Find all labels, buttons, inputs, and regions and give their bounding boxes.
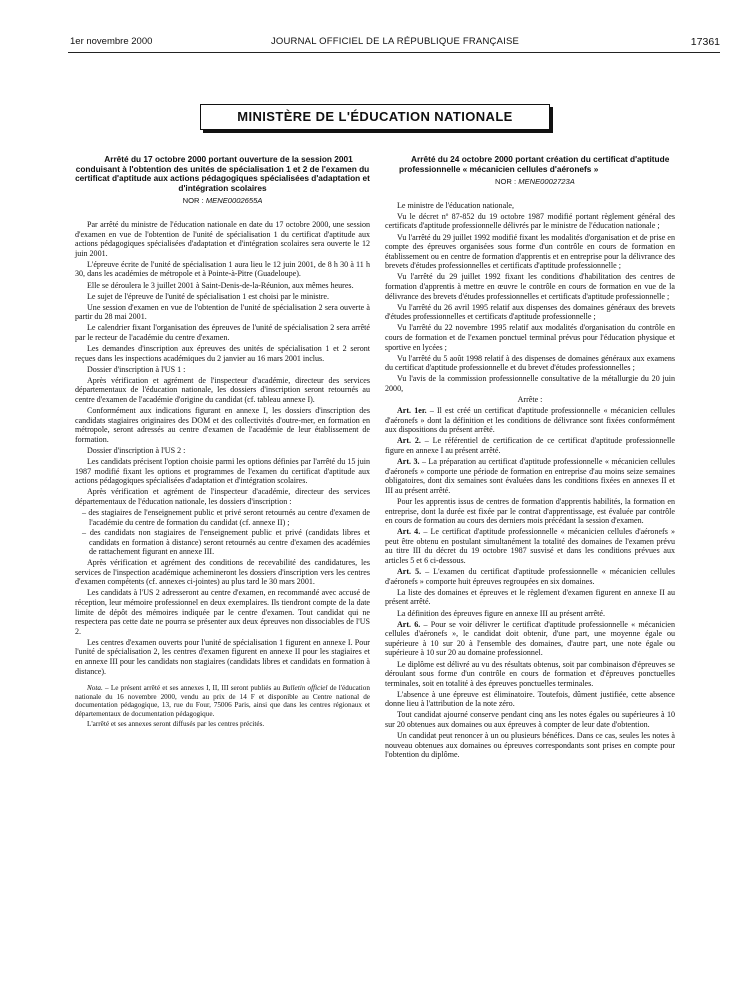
article-label: Art. 1er. [397,406,427,416]
header-rule [68,52,720,53]
ministry-heading: MINISTÈRE DE L'ÉDUCATION NATIONALE [200,104,550,130]
paragraph: Les demandes d'inscription aux épreuves des unités de spécialisation 1 et 2 seront reçues dans les inspections académiques du 2 janvier au 16 mars 2001 inclus. [75,344,370,363]
nota-label: Nota. [87,684,103,693]
right-column [385,155,675,761]
paragraph: Les candidats précisent l'option choisie parmi les options définies par l'arrêté du 15 juin 1987 modifié fixant les options et programmes de l'examen du certificat d'aptitude aux actions pédagogiques spécialisées d'adaptation et d'intégration scolaires. [75,457,370,486]
arrete-heading: Arrête : [517,395,543,405]
article-5: Art. 5. – L'examen du certificat d'aptitude professionnelle « mécanicien cellules d'aéronefs » comporte huit épreuves regroupées en six domaines. [385,567,675,586]
nor-code: MENE0002723A [518,177,575,187]
paragraph: L'absence à une épreuve est éliminatoire. Toutefois, dûment justifiée, cette absence donne lieu à l'attribution de la note zéro. [385,689,675,709]
article-label: Art. 5. [397,567,422,577]
list-item: – des candidats non stagiaires de l'enseignement public et privé (candidats libres et candidats en formation à distance) seront retournés au centre d'examen des académies de rattachement figurant en annexe III. [82,528,370,557]
paragraph: Vu l'arrêté du 29 juillet 1992 fixant les conditions d'habilitation des centres de formation d'apprentis à mettre en œuvre le contrôle en cours de formation en vue de la délivrance des brevets d'études professionnelles et certificats d'aptitude professionnelle ; [385,272,675,301]
paragraph: Elle se déroulera le 3 juillet 2001 à Saint-Denis-de-la-Réunion, aux mêmes heures. [87,280,354,290]
paragraph: Dossier d'inscription à l'US 1 : [87,364,186,374]
paragraph: Après vérification et agrément de l'inspecteur d'académie, directeur des services départementaux de l'éducation nationale, les dossiers d'inscription seront retournés au centre d'examen de l'académie d'origine du candidat (cf. tableau annexe I). [75,375,370,405]
paragraph: La définition des épreuves figure en annexe III au présent arrêté. [397,608,606,618]
nota-paragraph: Nota. – Le présent arrêté et ses annexes I, II, III seront publiés au Bulletin officiel de l'éducation nationale du 16 novembre 2000, vendu au prix de 14 F et disponible au Centre national de documentation pédagogique, 13, rue du Four, 75006 Paris, ainsi que dans les centres régionaux et départementaux de documentation pédagogique. [75,684,370,718]
page-number: 17361 [690,36,720,48]
paragraph: Conformément aux indications figurant en annexe I, les dossiers d'inscription des candidats stagiaires originaires des DOM et des collectivités d'outre-mer, en formation en métropole, seront adressés au centre d'examen de l'académie de leur établissement de formation. [75,406,370,444]
article-1: Art. 1er. – Il est créé un certificat d'aptitude professionnelle « mécanicien cellules d'aéronefs » dont la définition et les conditions de délivrance sont fixées conformément aux dispositions du présent arrêté. [385,406,676,435]
paragraph: Après vérification et agrément de l'inspecteur d'académie, directeur des services départementaux de l'éducation nationale, les dossiers d'inscription : [75,487,370,506]
article-3: Art. 3. – La préparation au certificat d'aptitude professionnelle « mécanicien cellules d'aéronefs » comporte une période de formation en entreprise d'au moins seize semaines obligatoires, dont dix semaines sont évaluées dans les conditions fixées en annexes II et III au présent arrêté. [385,457,675,495]
journal-title: JOURNAL OFFICIEL DE LA RÉPUBLIQUE FRANÇAISE [270,36,520,47]
article-label: Art. 2. [397,436,421,446]
nor-label: NOR : [495,177,517,187]
paragraph: Vu le décret nº 87-852 du 19 octobre 1987 modifié portant règlement général des certificats d'aptitude professionnelle délivrés par le ministre de l'éducation nationale ; [385,211,675,231]
decree-title-right: Arrêté du 24 octobre 2000 portant création du certificat d'aptitude professionnelle « mécanicien cellules d'aéronefs » [399,154,670,174]
page-header [70,36,720,50]
paragraph: Le sujet de l'épreuve de l'unité de spécialisation 1 est choisi par le ministre. [87,291,329,301]
decree-title-left: Arrêté du 17 octobre 2000 portant ouverture de la session 2001 conduisant à l'obtention des unités de spécialisation 1 et 2 de l'examen du certificat d'aptitude aux actions pédagogiques spécialisées d'adaptation et d'intégration scolaires [75,154,370,193]
paragraph: L'épreuve écrite de l'unité de spécialisation 1 aura lieu le 12 juin 2001, de 8 h 30 à 11 h 30, dans les académies de métropole et à Pointe-à-Pitre (Guadeloupe). [75,259,370,279]
article-4: Art. 4. – Le certificat d'aptitude professionnelle « mécanicien cellules d'aéronefs » peut être obtenu en postulant simultanément la totalité des domaines de l'examen prévu au titre III du décret du 19 octobre 1987 susvisé et dans les conditions prévues aux articles 5 et 6 ci-dessous. [385,527,675,566]
paragraph: Par arrêté du ministre de l'éducation nationale en date du 17 octobre 2000, une session d'examen en vue de l'obtention de l'unité de spécialisation 1 du certificat d'aptitude aux actions pédagogiques spécialisées d'adaptation et d'intégration scolaires sera ouverte le 12 juin 2001. [75,219,370,258]
paragraph: Vu l'avis de la commission professionnelle consultative de la métallurgie du 20 juin 2000, [385,374,675,393]
nor-code: MENE0002655A [205,196,263,206]
paragraph: Une session d'examen en vue de l'obtention de l'unité de spécialisation 2 sera ouverte à partir du 28 mai 2001. [75,302,370,322]
paragraph: La liste des domaines et épreuves et le règlement d'examen figurent en annexe II au présent arrêté. [385,587,675,607]
article-6: Art. 6. – Pour se voir délivrer le certificat d'aptitude professionnelle « mécanicien cellules d'aéronefs », le candidat doit obtenir, d'une part, une moyenne égale ou supérieure à 10 sur 20 à l'ensemble des domaines, d'autre part, une note égale ou supérieure à 10 sur 20 au domaine professionnel. [385,619,675,658]
paragraph: Tout candidat ajourné conserve pendant cinq ans les notes égales ou supérieures à 10 sur 20 obtenues aux domaines ou aux épreuves à compter de leur date d'obtention. [385,710,675,730]
article-2: Art. 2. – Le référentiel de certification de ce certificat d'aptitude professionnelle figure en annexe I au présent arrêté. [385,436,675,456]
paragraph: Vu l'arrêté du 22 novembre 1995 relatif aux modalités d'organisation du contrôle en cours de formation et de l'examen ponctuel terminal prévus pour l'éducation physique et sportive en lycées ; [385,323,675,352]
nota-paragraph: L'arrêté et ses annexes seront diffusés par les centres précités. [87,720,265,729]
nor-label: NOR : [182,196,204,206]
nor-reference-left [75,196,370,206]
publication-date: 1er novembre 2000 [70,36,153,47]
paragraph: Vu l'arrêté du 5 août 1998 relatif à des dispenses de domaines généraux aux examens du certificat d'aptitude professionnelle et du brevet d'études professionnelles ; [385,353,675,373]
paragraph: Dossier d'inscription à l'US 2 : [87,446,186,456]
nor-reference-right [385,177,675,187]
article-label: Art. 6. [397,619,421,629]
left-column [75,155,370,730]
paragraph: Un candidat peut renoncer à un ou plusieurs bénéfices. Dans ce cas, seules les notes à nouveau obtenues aux domaines ou épreuves correspondants sont prises en compte pour l'obtention du diplôme. [385,731,675,760]
paragraph: Le calendrier fixant l'organisation des épreuves de l'unité de spécialisation 2 sera arrêté par le recteur de l'académie du centre d'examen. [75,323,370,342]
bulletin-title: Bulletin officiel [282,684,328,693]
list-item: – des stagiaires de l'enseignement public et privé seront retournés au centre d'examen de l'académie du centre de formation du candidat (cf. annexe II) ; [82,508,370,527]
paragraph: Vu l'arrêté du 29 juillet 1992 modifié fixant les modalités d'organisation et de prise en compte des épreuves organisées sous forme d'un contrôle en cours de formation en établissement ou en centre de formation d'apprentis et en entreprise pour la délivrance des brevets d'études professionnelles et certificats d'aptitude professionnelle ; [385,232,675,271]
paragraph: Le diplôme est délivré au vu des résultats obtenus, soit par combinaison d'épreuves se déroulant sous forme d'un contrôle en cours de formation et d'épreuves ponctuelles terminales, soit en totalité à des épreuves ponctuelles terminales. [385,659,675,688]
nota-block [75,684,370,728]
paragraph: Le ministre de l'éducation nationale, [397,200,514,210]
article-label: Art. 3. [397,457,420,467]
dossier-list [75,508,370,557]
paragraph: Les centres d'examen ouverts pour l'unité de spécialisation 1 figurent en annexe I. Pour l'unité de spécialisation 2, les centres d'examen figurent en annexe II pour les stagiaires et en annexe III pour les candidats non stagiaires (candidats libres et candidats en formation à distance). [75,637,370,676]
paragraph: Les candidats à l'US 2 adresseront au centre d'examen, en recommandé avec accusé de réception, leur mémoire professionnel en deux exemplaires. Ils tiendront compte de la date limite de dépôt des mémoires indiquée par le centre d'examen. Tout candidat qui ne respectera pas cette date ne pourra se présenter aux deux épreuves non dissociables de l'US 2. [75,588,370,636]
article-label: Art. 4. [397,527,421,537]
paragraph: Après vérification et agrément des conditions de recevabilité des candidatures, les services de l'inspection académique achemineront les dossiers d'inscription vers les centres d'examen compétents (cf. annexes ci-jointes) au plus tard le 30 mars 2001. [75,558,370,587]
paragraph: Vu l'arrêté du 26 avril 1995 relatif aux dispenses des domaines généraux des brevets d'études professionnelles et certificats d'aptitude professionnelle ; [385,302,675,322]
paragraph: Pour les apprentis issus de centres de formation d'apprentis habilités, la formation en entreprise, dont la durée est fixée par le contrat d'apprentissage, est évaluée par contrôle en cours de formation au cours des derniers mois précédant la session d'examen. [385,497,675,526]
